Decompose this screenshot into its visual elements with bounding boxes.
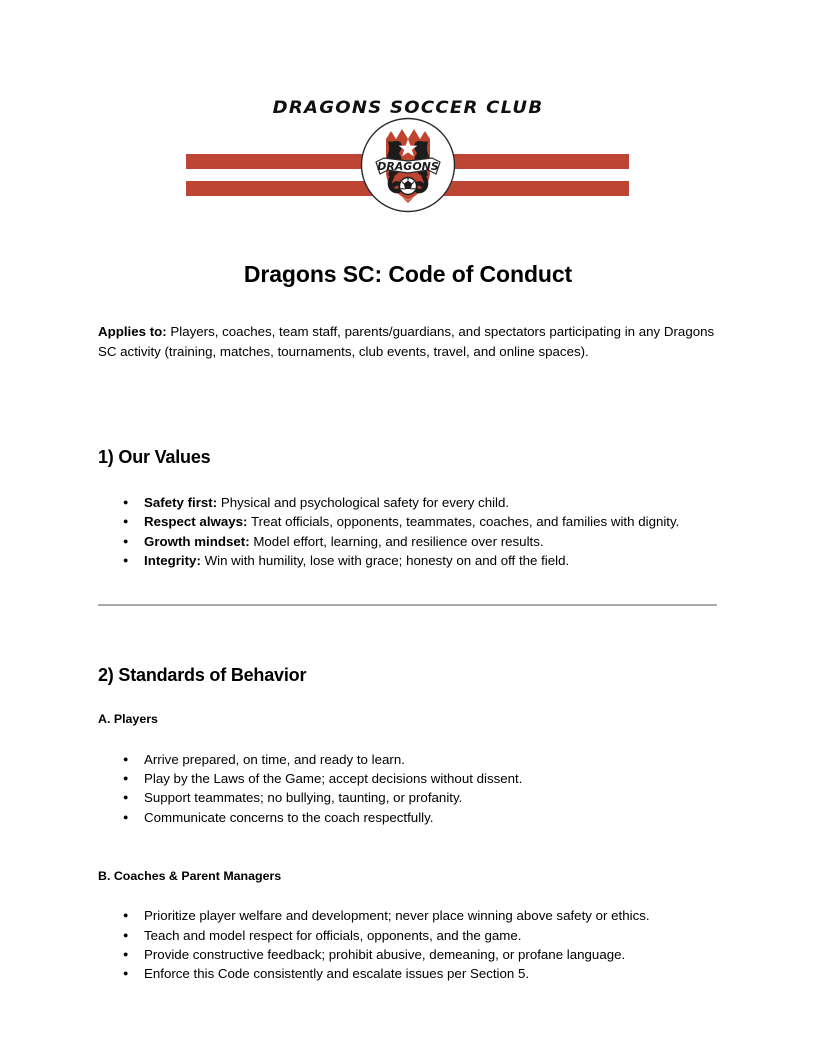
list-item-text: Communicate concerns to the coach respectfully. [144, 809, 434, 825]
list-item-text: Teach and model respect for officials, opponents, and the game. [144, 927, 522, 943]
list-item [98, 945, 718, 964]
document-body [98, 322, 718, 984]
list-item [98, 964, 718, 983]
applies-to-label: Applies to: [98, 324, 167, 339]
dragons-club-crest-icon [360, 117, 456, 213]
crest-banner-text: DRAGONS [377, 160, 439, 173]
list-item [98, 906, 718, 925]
list-item [98, 551, 718, 570]
list-item-text: Physical and psychological safety for every child. [217, 495, 510, 510]
subsection-heading-players: A. Players [98, 711, 158, 726]
list-item-text: Treat officials, opponents, teammates, coaches, and families with dignity. [247, 514, 680, 530]
coaches-list [98, 906, 718, 984]
page-title: Dragons SC: Code of Conduct [243, 261, 573, 288]
letterhead [0, 0, 816, 230]
section-heading-standards-of-behavior: 2) Standards of Behavior [98, 664, 307, 685]
list-item [98, 808, 718, 827]
applies-to-text: Players, coaches, team staff, parents/guardians, and spectators participating in any Dragons SC activity (training, matches, tournaments, club events, travel, and online spaces). [98, 324, 715, 359]
section-heading-our-values: 1) Our Values [98, 447, 211, 467]
list-item-text: Enforce this Code consistently and escalate issues per Section 5. [144, 966, 530, 982]
club-wordmark: DRAGONS SOCCER CLUB [272, 98, 544, 118]
list-item [98, 926, 718, 945]
list-item-text: Support teammates; no bullying, taunting, or profanity. [144, 790, 463, 806]
applies-to-paragraph [98, 322, 717, 361]
list-item-text: Prioritize player welfare and development; never place winning above safety or ethics. [144, 908, 650, 924]
list-item-text: Play by the Laws of the Game; accept decisions without dissent. [144, 771, 523, 787]
list-item-lead: Growth mindset: [144, 533, 250, 549]
list-item-text: Provide constructive feedback; prohibit abusive, demeaning, or profane language. [144, 947, 626, 963]
list-item [98, 512, 718, 531]
list-item-text: Win with humility, lose with grace; honesty on and off the field. [200, 553, 570, 569]
list-item-lead: Respect always: [144, 514, 248, 530]
list-item [98, 493, 718, 512]
list-item [98, 750, 718, 769]
list-item-text: Arrive prepared, on time, and ready to learn. [144, 751, 405, 767]
list-item [98, 788, 718, 807]
list-item [98, 532, 718, 551]
subsection-heading-coaches-parent-managers: B. Coaches & Parent Managers [98, 869, 282, 884]
our-values-list [98, 493, 718, 571]
list-item-lead: Safety first: [144, 495, 218, 510]
list-item-lead: Integrity: [144, 553, 201, 569]
list-item-text: Model effort, learning, and resilience over results. [249, 533, 544, 549]
list-item [98, 769, 718, 788]
players-list [98, 750, 718, 828]
